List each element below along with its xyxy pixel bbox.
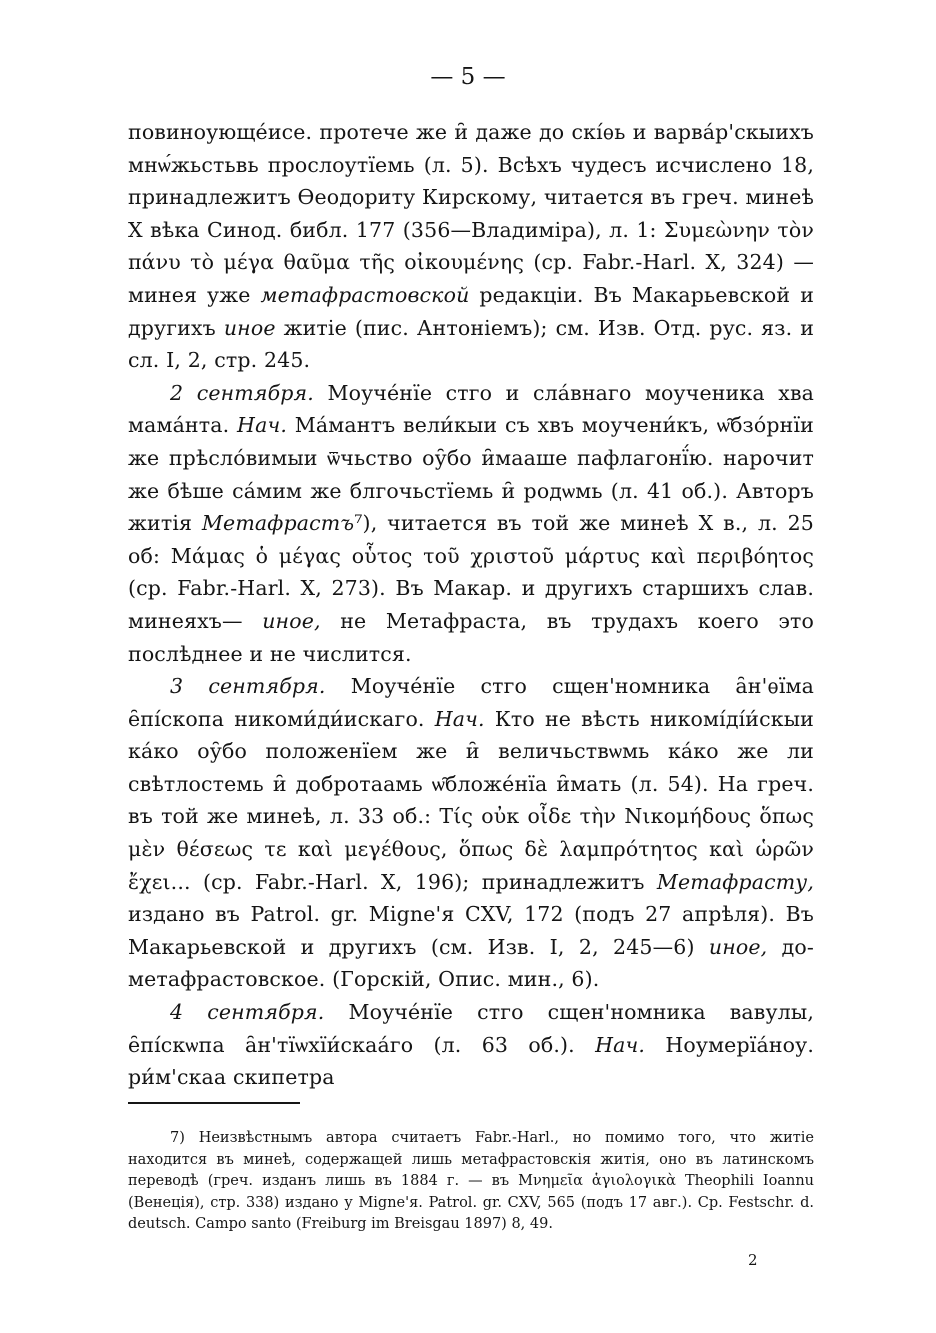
paragraph-4 bbox=[128, 996, 814, 1094]
footnote-divider bbox=[128, 1102, 300, 1104]
text-run: Моуче́нїе стго и сла́внаго моученика хва мама́нта. bbox=[128, 380, 815, 438]
italic-run: метафрастовской bbox=[260, 282, 470, 307]
body-text bbox=[128, 116, 814, 1094]
italic-run: Нач. bbox=[434, 706, 485, 731]
italic-run: 2 сентября. bbox=[170, 380, 314, 405]
text-run: издано въ Patrol. gr. Migne'я CXV, 172 (подъ 27 апрѣля). Въ Макарьевской и другихъ (см. Изв. I, 2, 245—6) bbox=[128, 902, 814, 959]
italic-run: 4 сентября. bbox=[170, 1000, 325, 1025]
italic-run: иное, bbox=[262, 608, 321, 633]
text-run: Ноумерїа́ноу. ри́м'скаа скипетра bbox=[128, 1032, 814, 1090]
paragraph-1 bbox=[128, 116, 814, 377]
text-run: Ма́мантъ вели́кыи съ хвъ моучени́къ, ѡ̑бзо́рнїи же прѣсло́вимыи ѿчьство оу̑бо и̑мааше пафлагонї́ю. нарочит же бѣше са́мим же блгочьстїемь и̑ родѡмь (л. 41 об.). Авторъ житія bbox=[128, 413, 814, 536]
text-run: ⁷), читается въ той же минеѣ Х в., л. 25 об: Μάμας ὁ μέγας οὗτος τοῦ χριστοῦ μάρτυς καὶ περιβόητος (ср. Fabr.-Harl. X, 273). Въ Макар. и другихъ старшихъ слав. минеяхъ— bbox=[128, 511, 814, 633]
italic-run: Нач. bbox=[237, 413, 288, 438]
text-run: Кто не вѣсть никомі́ді́и́скыи ка́ко оу̑бо положенїем же и̑ величьствѡмь ка́ко же ли свѣтлостемь и̑ добротаамь ѡ̑бложе́нїа и̑мать (л. 54). На греч. въ той же минеѣ, л. 33 об.: Τίς οὐκ οἶδε τὴν Νικομήδους ὅπως μὲν θέσεως τε καὶ μεγέθους, ὅπως δὲ λαμπρότητος καὶ ὡρῶν ἔχει... (ср. Fabr.-Harl. X, 196); принадлежитъ bbox=[128, 706, 814, 894]
italic-run: 3 сентября. bbox=[170, 674, 326, 699]
footnote-text: 7) Неизвѣстнымъ автора считаетъ Fabr.-Harl., но помимо того, что житіе находится въ минеѣ, содержащей лишь метафрастовскія житія, оно въ латинскомъ переводѣ (греч. изданъ лишь въ 1884 г. — въ Μνημεῖα ἁγιολογικὰ Theophili Ioannu (Венеція), стр. 338) издано у Migne'я. Patrol. gr. CXV, 565 (подъ 17 авг.). Ср. Festschr. d. deutsch. Campo santo (Freiburg im Breisgau 1897) 8, 49. bbox=[128, 1130, 814, 1233]
paragraph-2 bbox=[128, 377, 814, 670]
italic-run: иное bbox=[223, 315, 276, 340]
text-run: Моуче́нїе стго сщен'номника вавулы, е̑пі́скѡпа а̑н'тїѡхїи́скаа́го (л. 63 об.). bbox=[128, 1000, 815, 1057]
italic-run: Нач. bbox=[595, 1032, 646, 1057]
signature-mark: 2 bbox=[748, 1251, 758, 1269]
italic-run: Метафрасту, bbox=[656, 869, 814, 894]
text-run: не Метафраста, въ трудахъ коего это послѣднее и не числится. bbox=[128, 608, 814, 666]
page-number: — 5 — bbox=[430, 64, 506, 90]
text-run: повиноующе́исе. протече же и̑ даже до скі́ѳь и варва́р'скыихъ мнѡ́жьстьвь прослоутїемь (л. 5). Всѣхъ чудесъ исчислено 18, принадлежитъ Ѳеодориту Кирскому, читается въ греч. минеѣ Х вѣка Синод. библ. 177 (356—Владиміра), л. 1: Συμεὼνην τὸν πάνυ τὸ μέγα θαῦμα τῆς οἰκουμένης (ср. Fabr.-Harl. X, 324) — минея уже bbox=[128, 120, 814, 307]
text-run: редакціи. Въ Макарьевской и другихъ bbox=[128, 282, 815, 340]
text-run: до-метафрастовское. (Горскій, Опис. мин., 6). bbox=[128, 934, 814, 992]
italic-run: Метафрастъ bbox=[201, 511, 355, 536]
paragraph-3 bbox=[128, 670, 814, 996]
text-run: Моуче́нїе стго сщен'номника а̑н'ѳїма е̑пі́скопа никоми́ди́искаго. bbox=[128, 674, 815, 731]
italic-run: иное, bbox=[708, 934, 768, 959]
footnote bbox=[128, 1128, 814, 1236]
text-run: житіе (пис. Антоніемъ); см. Изв. Отд. рус. яз. и сл. I, 2, стр. 245. bbox=[128, 315, 815, 373]
